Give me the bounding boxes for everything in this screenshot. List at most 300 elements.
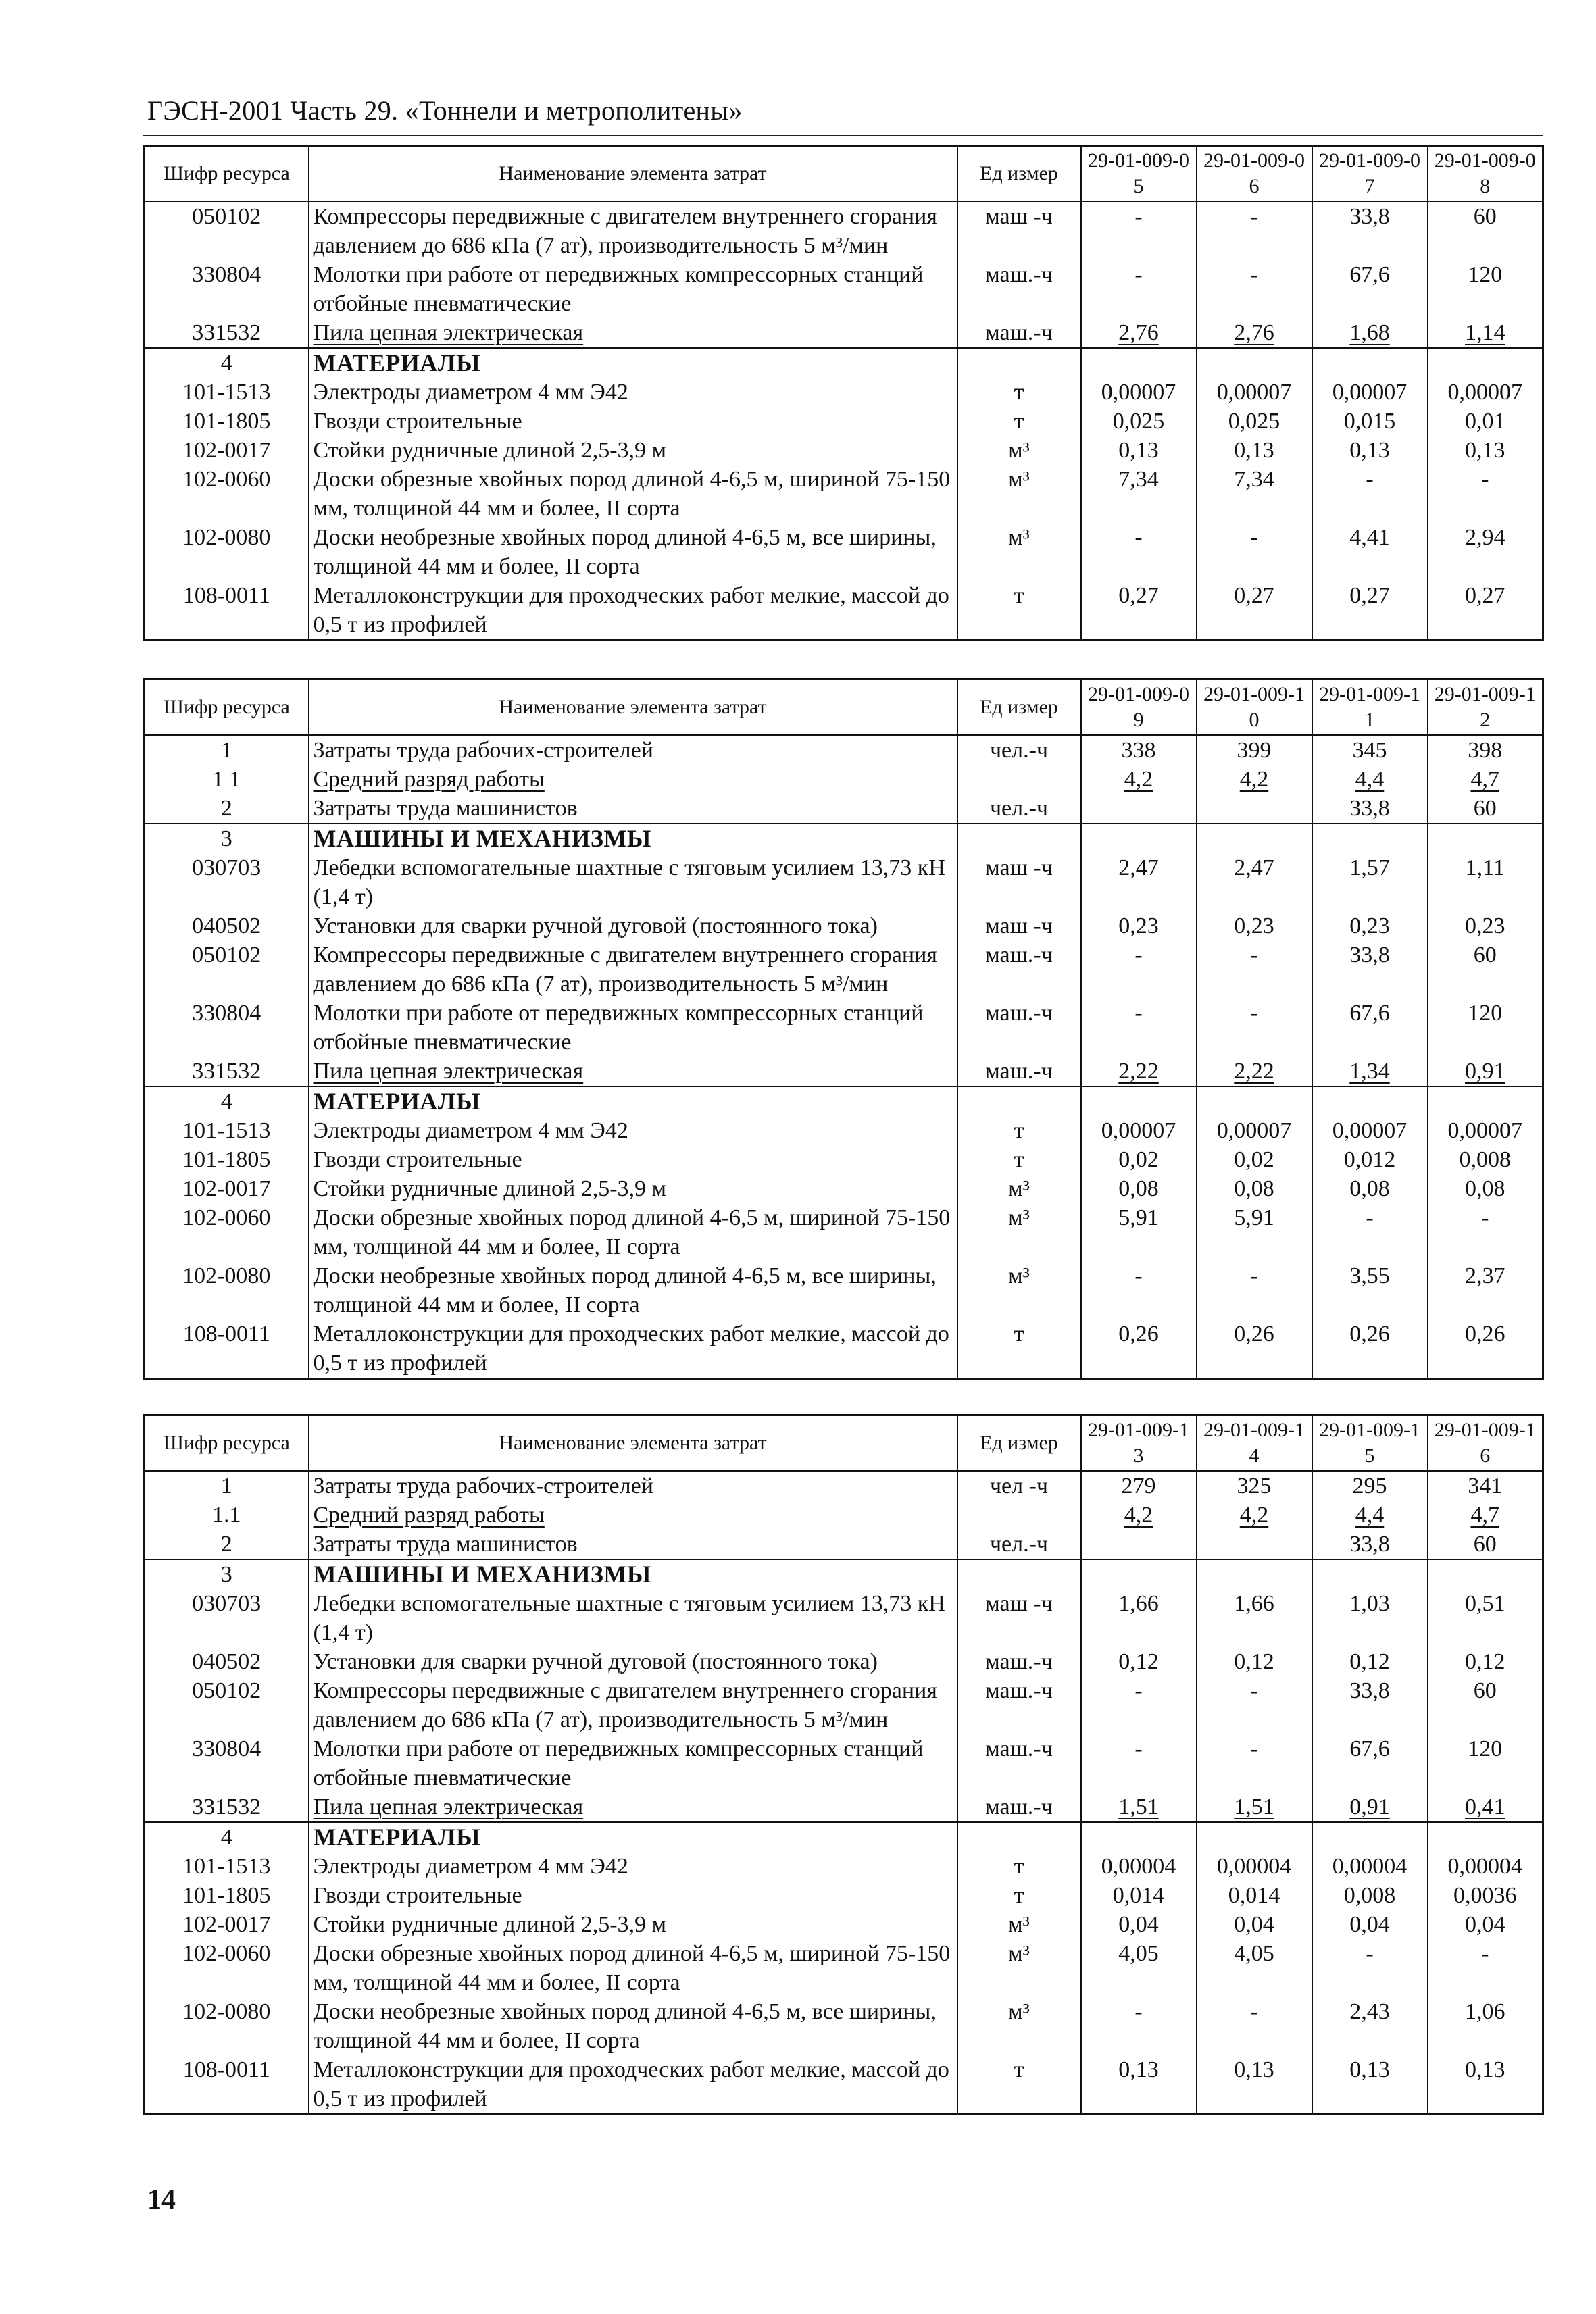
table-row <box>145 523 1543 581</box>
norm-value-text: 1,34 <box>1349 1059 1390 1084</box>
norm-value <box>1081 1501 1197 1530</box>
unit-of-measure: т <box>957 1116 1081 1145</box>
header-norm-code: 29-01-009-13 <box>1081 1415 1197 1472</box>
group-title: МАТЕРИАЛЫ <box>309 1086 957 1116</box>
norm-value <box>1197 318 1312 348</box>
resource-code: 102-0080 <box>145 523 309 581</box>
resource-code: 102-0060 <box>145 1203 309 1261</box>
norm-value <box>1312 1057 1428 1086</box>
resource-name: Молотки при работе от передвижных компрессорных станций отбойные пневматические <box>309 260 957 318</box>
norm-value: 0,51 <box>1428 1589 1543 1647</box>
resource-name: Затраты труда машинистов <box>309 794 957 824</box>
cost-table <box>143 678 1544 1380</box>
norm-value: 3,55 <box>1312 1261 1428 1319</box>
norm-value-text: 4,7 <box>1470 1503 1499 1528</box>
norm-value: 0,01 <box>1428 407 1543 436</box>
norm-value-text: 4,4 <box>1355 1503 1385 1528</box>
header-unit: Ед измер <box>957 680 1081 736</box>
norm-value: 0,23 <box>1428 911 1543 940</box>
norm-value: 0,26 <box>1081 1319 1197 1379</box>
norm-value: - <box>1197 1676 1312 1734</box>
norm-value: 0,13 <box>1081 436 1197 465</box>
norm-value: 2,94 <box>1428 523 1543 581</box>
norm-value: 2,37 <box>1428 1261 1543 1319</box>
header-norm-code: 29-01-009-14 <box>1197 1415 1312 1472</box>
table-row <box>145 1471 1543 1501</box>
resource-name: Затраты труда машинистов <box>309 1530 957 1559</box>
norm-value: - <box>1428 465 1543 523</box>
resource-code: 1 <box>145 735 309 765</box>
unit-of-measure <box>957 1822 1081 1852</box>
resource-name: Компрессоры передвижные с двигателем внутреннего сгорания давлением до 686 кПа (7 ат), производительность 5 м³/мин <box>309 940 957 999</box>
norm-value-text: 0,91 <box>1465 1059 1505 1084</box>
table-row <box>145 1319 1543 1379</box>
norm-value: 4,41 <box>1312 523 1428 581</box>
resource-name: Молотки при работе от передвижных компрессорных станций отбойные пневматические <box>309 999 957 1057</box>
resource-code: 108-0011 <box>145 581 309 640</box>
norm-value: 0,12 <box>1428 1647 1543 1676</box>
resource-table-2 <box>143 678 1542 1380</box>
resource-name: Затраты труда рабочих-строителей <box>309 1471 957 1501</box>
norm-value <box>1081 824 1197 853</box>
unit-of-measure: т <box>957 1881 1081 1910</box>
resource-name: Лебедки вспомогательные шахтные с тяговым усилием 13,73 кН (1,4 т) <box>309 1589 957 1647</box>
norm-value: - <box>1081 1676 1197 1734</box>
norm-value: 295 <box>1312 1471 1428 1501</box>
norm-value: - <box>1081 201 1197 260</box>
resource-name: Компрессоры передвижные с двигателем внутреннего сгорания давлением до 686 кПа (7 ат), производительность 5 м³/мин <box>309 201 957 260</box>
table-row <box>145 1145 1543 1174</box>
unit-of-measure: маш -ч <box>957 201 1081 260</box>
resource-name-text: Пила цепная электрическая <box>313 320 584 345</box>
norm-value: - <box>1197 201 1312 260</box>
table-row <box>145 765 1543 794</box>
norm-value: 33,8 <box>1312 940 1428 999</box>
norm-value: 5,91 <box>1081 1203 1197 1261</box>
norm-value: 120 <box>1428 260 1543 318</box>
unit-of-measure: т <box>957 1145 1081 1174</box>
table-row <box>145 1910 1543 1939</box>
norm-value <box>1312 348 1428 378</box>
norm-value: 0,00007 <box>1312 378 1428 407</box>
norm-value: - <box>1081 940 1197 999</box>
unit-of-measure: м³ <box>957 436 1081 465</box>
resource-name: Доски обрезные хвойных пород длиной 4-6,5 м, шириной 75-150 мм, толщиной 44 мм и более, II сорта <box>309 1203 957 1261</box>
header-norm-code: 29-01-009-12 <box>1428 680 1543 736</box>
norm-value <box>1197 1501 1312 1530</box>
norm-value: 0,23 <box>1312 911 1428 940</box>
table-row <box>145 735 1543 765</box>
table-row <box>145 794 1543 824</box>
header-code: Шифр ресурса <box>145 1415 309 1472</box>
unit-of-measure <box>957 1559 1081 1589</box>
resource-code: 102-0060 <box>145 465 309 523</box>
resource-name-text: Средний разряд работы <box>313 1503 545 1528</box>
norm-value: 0,00007 <box>1428 378 1543 407</box>
unit-of-measure: т <box>957 581 1081 640</box>
norm-value-text: 4,4 <box>1355 767 1385 792</box>
unit-of-measure: маш.-ч <box>957 260 1081 318</box>
group-title: МАТЕРИАЛЫ <box>309 348 957 378</box>
norm-value-text: 2,76 <box>1234 320 1274 345</box>
norm-value: 0,02 <box>1197 1145 1312 1174</box>
norm-value: 0,04 <box>1081 1910 1197 1939</box>
unit-of-measure: маш.-ч <box>957 318 1081 348</box>
resource-name: Доски обрезные хвойных пород длиной 4-6,5 м, шириной 75-150 мм, толщиной 44 мм и более, II сорта <box>309 1939 957 1997</box>
norm-value: 0,23 <box>1081 911 1197 940</box>
resource-name <box>309 1501 957 1530</box>
norm-value: 0,014 <box>1197 1881 1312 1910</box>
norm-value: 0,00007 <box>1312 1116 1428 1145</box>
norm-value <box>1312 1501 1428 1530</box>
unit-of-measure: маш.-ч <box>957 1734 1081 1792</box>
unit-of-measure: маш.-ч <box>957 1676 1081 1734</box>
unit-of-measure: маш.-ч <box>957 1792 1081 1822</box>
resource-code: 108-0011 <box>145 1319 309 1379</box>
resource-code: 101-1805 <box>145 407 309 436</box>
norm-value-text: 0,91 <box>1349 1794 1390 1819</box>
norm-value <box>1081 318 1197 348</box>
norm-value <box>1312 1559 1428 1589</box>
cost-table <box>143 145 1544 641</box>
resource-name: Стойки рудничные длиной 2,5-3,9 м <box>309 436 957 465</box>
norm-value: 120 <box>1428 1734 1543 1792</box>
norm-value <box>1197 1057 1312 1086</box>
unit-of-measure: м³ <box>957 1203 1081 1261</box>
norm-value: 33,8 <box>1312 1530 1428 1559</box>
norm-value-text: 4,2 <box>1239 767 1269 792</box>
norm-value: 0,13 <box>1197 2055 1312 2115</box>
norm-value-text: 4,2 <box>1239 1503 1269 1528</box>
unit-of-measure: чел -ч <box>957 1471 1081 1501</box>
norm-value: 0,27 <box>1197 581 1312 640</box>
group-title: МАШИНЫ И МЕХАНИЗМЫ <box>309 824 957 853</box>
norm-value: - <box>1312 1203 1428 1261</box>
norm-value-text: 1,68 <box>1349 320 1390 345</box>
cost-table <box>143 1414 1544 2115</box>
norm-value <box>1197 1559 1312 1589</box>
header-code: Шифр ресурса <box>145 680 309 736</box>
table-row <box>145 1734 1543 1792</box>
norm-value <box>1312 318 1428 348</box>
norm-value: 120 <box>1428 999 1543 1057</box>
unit-of-measure: маш -ч <box>957 1589 1081 1647</box>
unit-of-measure: маш.-ч <box>957 999 1081 1057</box>
header-name: Наименование элемента затрат <box>309 146 957 202</box>
norm-value: - <box>1197 523 1312 581</box>
header-name: Наименование элемента затрат <box>309 680 957 736</box>
norm-value-text: 2,22 <box>1118 1059 1159 1084</box>
unit-of-measure: маш -ч <box>957 911 1081 940</box>
norm-value <box>1081 1530 1197 1559</box>
norm-value: 0,00007 <box>1081 378 1197 407</box>
group-title-row <box>145 1559 1543 1589</box>
unit-of-measure: чел.-ч <box>957 794 1081 824</box>
table-row <box>145 1676 1543 1734</box>
resource-code: 030703 <box>145 1589 309 1647</box>
resource-code: 3 <box>145 1559 309 1589</box>
norm-value-text: 4,2 <box>1124 1503 1153 1528</box>
norm-value: 0,0036 <box>1428 1881 1543 1910</box>
header-code: Шифр ресурса <box>145 146 309 202</box>
norm-value: 0,08 <box>1197 1174 1312 1203</box>
norm-value <box>1428 318 1543 348</box>
resource-code: 1 <box>145 1471 309 1501</box>
norm-value: 0,00004 <box>1428 1852 1543 1881</box>
norm-value-text: 1,51 <box>1118 1794 1159 1819</box>
norm-value: 2,47 <box>1197 853 1312 911</box>
unit-of-measure: чел.-ч <box>957 735 1081 765</box>
norm-value <box>1428 1559 1543 1589</box>
unit-of-measure: чел.-ч <box>957 1530 1081 1559</box>
table-row <box>145 436 1543 465</box>
norm-value-text: 0,41 <box>1465 1794 1505 1819</box>
resource-code: 050102 <box>145 1676 309 1734</box>
norm-value: 0,08 <box>1312 1174 1428 1203</box>
resource-code: 050102 <box>145 201 309 260</box>
resource-name: Установки для сварки ручной дуговой (постоянного тока) <box>309 911 957 940</box>
norm-value <box>1428 1792 1543 1822</box>
norm-value: 338 <box>1081 735 1197 765</box>
resource-name: Доски обрезные хвойных пород длиной 4-6,5 м, шириной 75-150 мм, толщиной 44 мм и более, II сорта <box>309 465 957 523</box>
table-row <box>145 1057 1543 1086</box>
resource-name <box>309 765 957 794</box>
unit-of-measure <box>957 824 1081 853</box>
norm-value <box>1197 348 1312 378</box>
norm-value <box>1428 1057 1543 1086</box>
table-row <box>145 201 1543 260</box>
norm-value: 0,00004 <box>1312 1852 1428 1881</box>
norm-value: 33,8 <box>1312 201 1428 260</box>
table-header-row <box>145 1415 1543 1472</box>
resource-code: 102-0080 <box>145 1997 309 2055</box>
table-row <box>145 1589 1543 1647</box>
norm-value: 0,012 <box>1312 1145 1428 1174</box>
norm-value <box>1312 765 1428 794</box>
norm-value: 0,025 <box>1081 407 1197 436</box>
norm-value: - <box>1312 1939 1428 1997</box>
norm-value: 0,02 <box>1081 1145 1197 1174</box>
norm-value <box>1428 348 1543 378</box>
norm-value-text: 4,7 <box>1470 767 1499 792</box>
resource-name: Стойки рудничные длиной 2,5-3,9 м <box>309 1910 957 1939</box>
group-title-row <box>145 824 1543 853</box>
norm-value-text: 1,14 <box>1465 320 1505 345</box>
norm-value: - <box>1081 1734 1197 1792</box>
norm-value: 0,00004 <box>1081 1852 1197 1881</box>
table-row <box>145 465 1543 523</box>
resource-name <box>309 318 957 348</box>
norm-value: 67,6 <box>1312 260 1428 318</box>
norm-value: 341 <box>1428 1471 1543 1501</box>
norm-value <box>1081 1086 1197 1116</box>
norm-value: 67,6 <box>1312 999 1428 1057</box>
unit-of-measure <box>957 1501 1081 1530</box>
resource-table-1 <box>143 145 1542 641</box>
unit-of-measure: м³ <box>957 523 1081 581</box>
norm-value: 0,12 <box>1312 1647 1428 1676</box>
norm-value <box>1197 1822 1312 1852</box>
norm-value: 0,08 <box>1081 1174 1197 1203</box>
resource-code: 102-0080 <box>145 1261 309 1319</box>
resource-name: Металлоконструкции для проходческих работ мелкие, массой до 0,5 т из профилей <box>309 1319 957 1379</box>
header-norm-code: 29-01-009-16 <box>1428 1415 1543 1472</box>
norm-value: 7,34 <box>1197 465 1312 523</box>
norm-value: 0,13 <box>1081 2055 1197 2115</box>
resource-code: 2 <box>145 1530 309 1559</box>
norm-value: - <box>1197 1734 1312 1792</box>
resource-code: 101-1805 <box>145 1881 309 1910</box>
header-norm-code: 29-01-009-08 <box>1428 146 1543 202</box>
group-title: МАТЕРИАЛЫ <box>309 1822 957 1852</box>
norm-value-text: 1,51 <box>1234 1794 1274 1819</box>
norm-value <box>1428 1501 1543 1530</box>
header-norm-code: 29-01-009-07 <box>1312 146 1428 202</box>
norm-value: 7,34 <box>1081 465 1197 523</box>
norm-value: 0,27 <box>1428 581 1543 640</box>
norm-value: 0,26 <box>1197 1319 1312 1379</box>
norm-value: 0,08 <box>1428 1174 1543 1203</box>
norm-value: 33,8 <box>1312 794 1428 824</box>
resource-name: Стойки рудничные длиной 2,5-3,9 м <box>309 1174 957 1203</box>
resource-code: 2 <box>145 794 309 824</box>
table-row <box>145 1997 1543 2055</box>
resource-table-3 <box>143 1414 1542 2115</box>
resource-name: Гвозди строительные <box>309 407 957 436</box>
norm-value: 0,27 <box>1081 581 1197 640</box>
norm-value: 0,025 <box>1197 407 1312 436</box>
unit-of-measure: м³ <box>957 1997 1081 2055</box>
norm-value: - <box>1081 523 1197 581</box>
table-row <box>145 1203 1543 1261</box>
header-norm-code: 29-01-009-05 <box>1081 146 1197 202</box>
unit-of-measure: м³ <box>957 465 1081 523</box>
norm-value: 2,47 <box>1081 853 1197 911</box>
resource-code: 4 <box>145 1086 309 1116</box>
norm-value: 0,26 <box>1428 1319 1543 1379</box>
table-row <box>145 581 1543 640</box>
norm-value: 0,26 <box>1312 1319 1428 1379</box>
table-header-row <box>145 680 1543 736</box>
norm-value: - <box>1197 940 1312 999</box>
norm-value: 1,06 <box>1428 1997 1543 2055</box>
norm-value: 0,04 <box>1428 1910 1543 1939</box>
resource-name <box>309 1057 957 1086</box>
norm-value: 325 <box>1197 1471 1312 1501</box>
norm-value <box>1312 824 1428 853</box>
header-name: Наименование элемента затрат <box>309 1415 957 1472</box>
resource-code: 102-0017 <box>145 1174 309 1203</box>
norm-value-text: 2,22 <box>1234 1059 1274 1084</box>
norm-value: 0,00004 <box>1197 1852 1312 1881</box>
resource-code: 102-0017 <box>145 1910 309 1939</box>
resource-code: 101-1513 <box>145 1852 309 1881</box>
norm-value: 0,00007 <box>1197 1116 1312 1145</box>
table-row <box>145 1792 1543 1822</box>
page-header-title: ГЭСН-2001 Часть 29. «Тоннели и метрополитены» <box>147 95 743 126</box>
norm-value <box>1197 765 1312 794</box>
norm-value: - <box>1081 999 1197 1057</box>
table-row <box>145 318 1543 348</box>
table-row <box>145 1116 1543 1145</box>
norm-value <box>1081 348 1197 378</box>
unit-of-measure <box>957 1086 1081 1116</box>
resource-code: 4 <box>145 348 309 378</box>
resource-code: 1 1 <box>145 765 309 794</box>
header-unit: Ед измер <box>957 146 1081 202</box>
unit-of-measure: маш.-ч <box>957 940 1081 999</box>
norm-value: 0,015 <box>1312 407 1428 436</box>
resource-code: 4 <box>145 1822 309 1852</box>
unit-of-measure: маш.-ч <box>957 1057 1081 1086</box>
norm-value <box>1081 1057 1197 1086</box>
unit-of-measure: т <box>957 378 1081 407</box>
group-title-row <box>145 1086 1543 1116</box>
unit-of-measure: м³ <box>957 1261 1081 1319</box>
table-row <box>145 1174 1543 1203</box>
norm-value <box>1197 1792 1312 1822</box>
norm-value: 60 <box>1428 201 1543 260</box>
table-header-row <box>145 146 1543 202</box>
norm-value <box>1197 794 1312 824</box>
resource-code: 331532 <box>145 1057 309 1086</box>
resource-code: 101-1805 <box>145 1145 309 1174</box>
norm-value: - <box>1081 260 1197 318</box>
norm-value: 399 <box>1197 735 1312 765</box>
norm-value: 67,6 <box>1312 1734 1428 1792</box>
norm-value <box>1081 1822 1197 1852</box>
group-title: МАШИНЫ И МЕХАНИЗМЫ <box>309 1559 957 1589</box>
resource-name: Гвозди строительные <box>309 1881 957 1910</box>
norm-value <box>1428 1822 1543 1852</box>
table-row <box>145 911 1543 940</box>
resource-name: Электроды диаметром 4 мм Э42 <box>309 1852 957 1881</box>
norm-value: 0,27 <box>1312 581 1428 640</box>
norm-value: 0,13 <box>1428 2055 1543 2115</box>
resource-code: 101-1513 <box>145 1116 309 1145</box>
resource-code: 050102 <box>145 940 309 999</box>
resource-name: Доски необрезные хвойных пород длиной 4-6,5 м, все ширины, толщиной 44 мм и более, II сорта <box>309 523 957 581</box>
unit-of-measure: т <box>957 1319 1081 1379</box>
unit-of-measure: м³ <box>957 1174 1081 1203</box>
resource-code: 101-1513 <box>145 378 309 407</box>
header-norm-code: 29-01-009-15 <box>1312 1415 1428 1472</box>
norm-value: 1,03 <box>1312 1589 1428 1647</box>
resource-code: 330804 <box>145 260 309 318</box>
norm-value <box>1428 1086 1543 1116</box>
norm-value: - <box>1197 1261 1312 1319</box>
resource-name-text: Пила цепная электрическая <box>313 1794 584 1819</box>
unit-of-measure: маш -ч <box>957 853 1081 911</box>
norm-value: 398 <box>1428 735 1543 765</box>
unit-of-measure: м³ <box>957 1939 1081 1997</box>
norm-value: - <box>1428 1203 1543 1261</box>
resource-name: Гвозди строительные <box>309 1145 957 1174</box>
table-row <box>145 1881 1543 1910</box>
norm-value: 1,66 <box>1197 1589 1312 1647</box>
resource-code: 331532 <box>145 318 309 348</box>
table-row <box>145 1647 1543 1676</box>
norm-value <box>1312 1822 1428 1852</box>
norm-value: 4,05 <box>1197 1939 1312 1997</box>
resource-name: Затраты труда рабочих-строителей <box>309 735 957 765</box>
norm-value: 0,00007 <box>1197 378 1312 407</box>
norm-value <box>1081 1792 1197 1822</box>
norm-value: 345 <box>1312 735 1428 765</box>
norm-value: - <box>1428 1939 1543 1997</box>
norm-value: 1,66 <box>1081 1589 1197 1647</box>
resource-code: 108-0011 <box>145 2055 309 2115</box>
